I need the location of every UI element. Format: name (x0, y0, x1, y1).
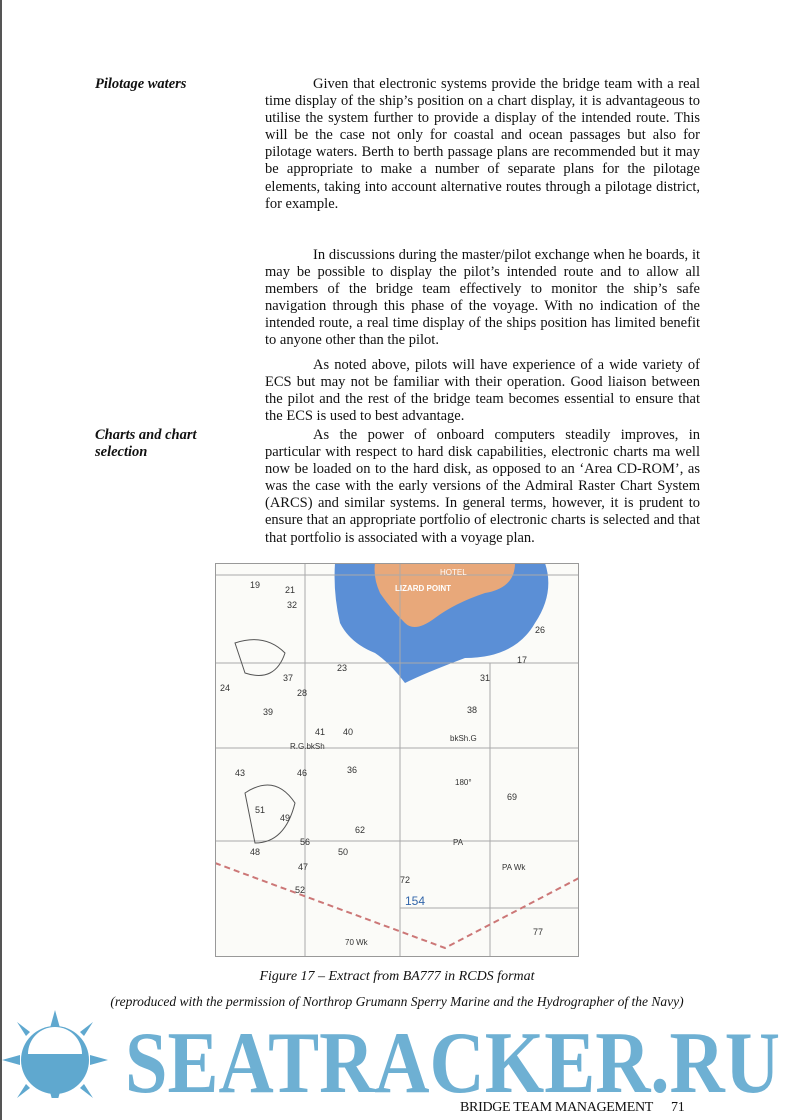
svg-text:36: 36 (347, 765, 358, 775)
figure-caption: Figure 17 – Extract from BA777 in RCDS format (259, 969, 535, 984)
svg-text:39: 39 (263, 707, 274, 717)
figure-credit: (reproduced with the permission of Northrop Grumann Sperry Marine and the Hydrographer of the Navy) (110, 994, 684, 1009)
svg-text:49: 49 (280, 813, 291, 823)
svg-text:52: 52 (295, 885, 306, 895)
map-label: 154 (405, 894, 426, 908)
map-label: PA (453, 838, 464, 847)
svg-text:32: 32 (287, 600, 298, 610)
map-label: LIZARD POINT (395, 584, 451, 593)
svg-text:69: 69 (507, 792, 518, 802)
map-label: 180° (455, 778, 472, 787)
svg-text:47: 47 (298, 862, 309, 872)
svg-text:21: 21 (285, 585, 296, 595)
paragraph: As the power of onboard computers steadily improves, in particular with respect to hard disk capabilities, electronic charts ma well now be loaded on to the hard disk, as opposed to an ‘Area CD-ROM’, as was the case with the early versions of the Admiral Raster Chart System (ARCS) and similar systems. In general terms, however, it is prudent to ensure that an appropriate portfolio of electronic charts is selected and that that portfolio is associated with a voyage plan. (265, 427, 700, 546)
svg-text:72: 72 (400, 875, 411, 885)
page-edge (0, 0, 2, 1120)
chart-extract-image (215, 563, 579, 957)
map-label: PA Wk (502, 863, 526, 872)
paragraph: As noted above, pilots will have experience of a wide variety of ECS but may not be familiar with their operation. Good liaison between the pilot and the rest of the bridge team becomes essential to ensure that the ECS is used to best advantage. (265, 357, 700, 425)
svg-text:51: 51 (255, 805, 266, 815)
map-label: 70 Wk (345, 938, 368, 947)
svg-text:77: 77 (533, 927, 544, 937)
paragraph: Given that electronic systems provide the bridge team with a real time display of the ship’s position on a chart display, it is advantageous to utilise the system further to provide a display of the intended route. This will be the case not only for coastal and ocean passages but also for pilotage waters. Berth to berth passage plans are recommended but it may be appropriate to make a number of separate plans for the pilotage elements, taking into account alternative routes through a pilotage district, for example. (265, 76, 700, 212)
svg-text:56: 56 (300, 837, 311, 847)
svg-text:38: 38 (467, 705, 478, 715)
svg-text:43: 43 (235, 768, 246, 778)
svg-text:62: 62 (355, 825, 366, 835)
svg-text:37: 37 (283, 673, 294, 683)
svg-text:17: 17 (517, 655, 528, 665)
svg-text:41: 41 (315, 727, 326, 737)
svg-text:24: 24 (220, 683, 231, 693)
svg-text:26: 26 (535, 625, 546, 635)
paragraph: In discussions during the master/pilot exchange when he boards, it may be possible to display the pilot’s intended route and to allow all members of the bridge team effectively to monitor the ship’s safe navigation through this phase of the voyage. With no indication of the intended route, a real time display of the ships position has limited benefit to anyone other than the pilot. (265, 247, 700, 349)
svg-text:23: 23 (337, 663, 348, 673)
page-footer (460, 1100, 684, 1116)
page-number: 71 (671, 1100, 685, 1115)
svg-text:48: 48 (250, 847, 261, 857)
svg-text:46: 46 (297, 768, 308, 778)
svg-text:19: 19 (250, 580, 261, 590)
svg-text:50: 50 (338, 847, 349, 857)
footer-title: BRIDGE TEAM MANAGEMENT (460, 1100, 654, 1115)
svg-text:40: 40 (343, 727, 354, 737)
seatracker-watermark-logo (0, 1010, 794, 1098)
map-label: bkSh.G (450, 734, 477, 743)
section-heading-pilotage-waters: Pilotage waters (95, 76, 187, 92)
map-label: R.G.bkSh (290, 742, 325, 751)
svg-text:31: 31 (480, 673, 491, 683)
svg-text:28: 28 (297, 688, 308, 698)
sun-icon (2, 1010, 108, 1098)
watermark-text: SEATRACKER.RU (125, 1015, 780, 1098)
section-heading-charts: Charts and chart selection (95, 427, 197, 460)
map-label: HOTEL (440, 568, 467, 577)
